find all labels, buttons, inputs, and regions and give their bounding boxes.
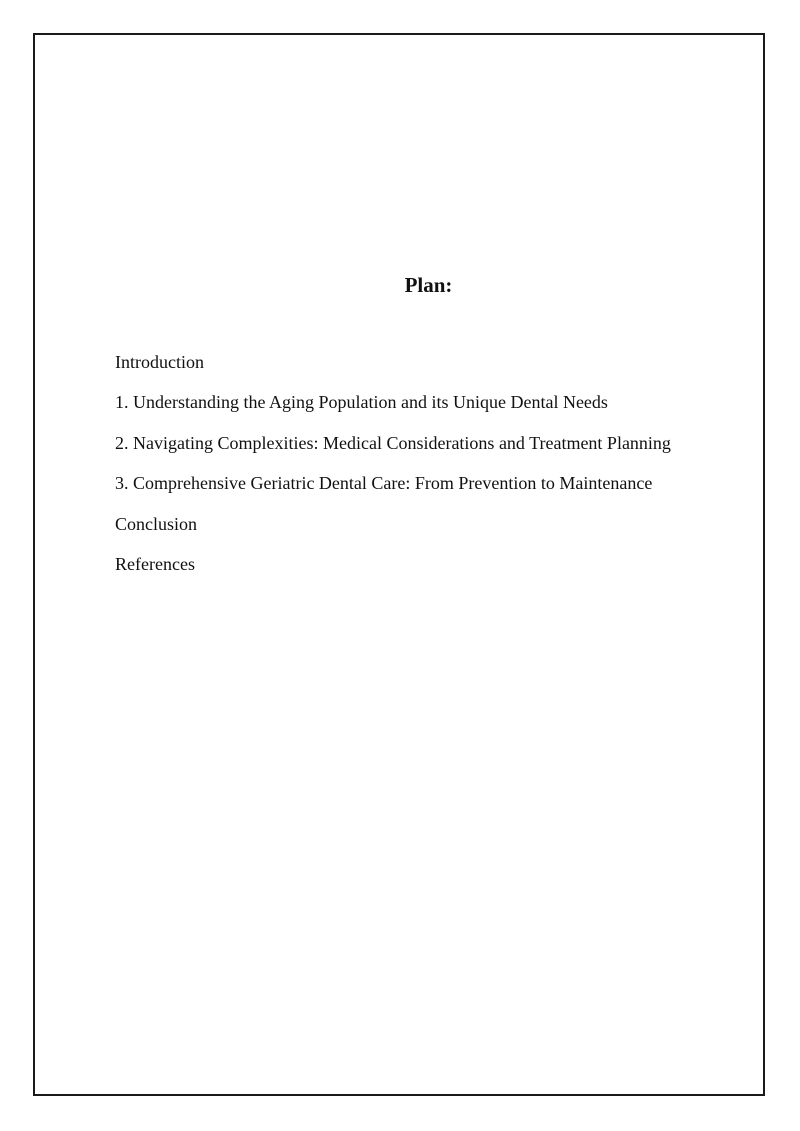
plan-list <box>115 350 671 592</box>
plan-item-references: References <box>115 553 195 574</box>
plan-item-introduction: Introduction <box>115 352 204 372</box>
plan-item-section-2: 2. Navigating Complexities: Medical Considerations and Treatment Planning <box>115 432 671 453</box>
plan-item-section-1: 1. Understanding the Aging Population and its Unique Dental Needs <box>115 392 608 413</box>
plan-item-conclusion: Conclusion <box>115 513 198 534</box>
page-title: Plan: <box>404 273 453 297</box>
plan-item-section-3: 3. Comprehensive Geriatric Dental Care: From Prevention to Maintenance <box>115 473 653 494</box>
